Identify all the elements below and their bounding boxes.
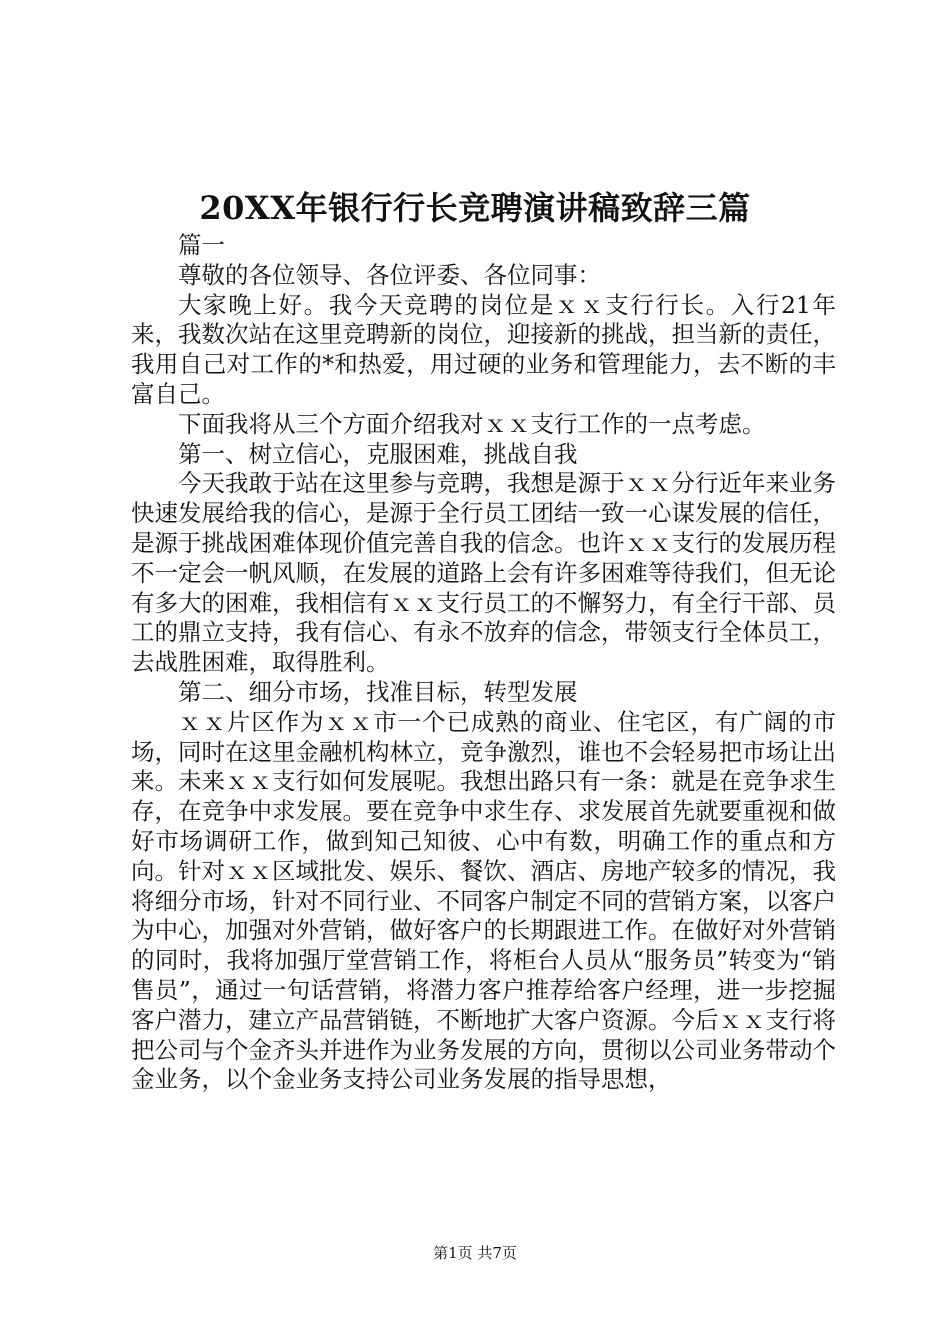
page-footer: 第1页 共7页 <box>433 1244 517 1262</box>
section-heading: 篇一 <box>178 231 225 259</box>
paragraph: ｘｘ片区作为ｘｘ市一个已成熟的商业、住宅区，有广阔的市场，同时在这里金融机构林立，竞争激烈，谁也不会轻易把市场让出来。未来ｘｘ支行如何发展呢。我想出路只有一条：就是在竞争求生存，在竞争中求发展。要在竞争中求生存、求发展首先就要重视和做好市场调研工作，做到知己知彼、心中有数，明确工作的重点和方向。针对ｘｘ区域批发、娱乐、餐饮、酒店、房地产较多的情况，我将细分市场，针对不同行业、不同客户制定不同的营销方案，以客户为中心，加强对外营销，做好客户的长期跟进工作。在做好对外营销的同时，我将加强厅堂营销工作，将柜台人员从“服务员”转变为“销售员”，通过一句话营销，将潜力客户推荐给客户经理，进一步挖掘客户潜力，建立产品营销链，不断地扩大客户资源。今后ｘｘ支行将把公司与个金齐头并进作为业务发展的方向，贯彻以公司业务带动个金业务，以个金业务支持公司业务发展的指导思想， <box>131 707 836 1094</box>
document-title: 20XX年银行行长竞聘演讲稿致辞三篇 <box>199 189 751 227</box>
subheading: 第二、细分市场，找准目标，转型发展 <box>178 677 578 706</box>
paragraph: 下面我将从三个方面介绍我对ｘｘ支行工作的一点考虑。 <box>178 409 766 438</box>
paragraph: 今天我敢于站在这里参与竞聘，我想是源于ｘｘ分行近年来业务快速发展给我的信心，是源于全行员工团结一致一心谋发展的信任，是源于挑战困难体现价值完善自我的信念。也许ｘｘ支行的发展历程不一定会一帆风顺，在发展的道路上会有许多困难等待我们，但无论有多大的困难，我相信有ｘｘ支行员工的不懈努力，有全行干部、员工的鼎立支持，我有信心、有永不放弃的信念，带领支行全体员工，去战胜困难，取得胜利。 <box>131 469 836 677</box>
paragraph: 大家晚上好。我今天竞聘的岗位是ｘｘ支行行长。入行21年来，我数次站在这里竞聘新的岗位，迎接新的挑战，担当新的责任，我用自己对工作的*和热爱，用过硬的业务和管理能力，去不断的丰富自己。 <box>131 290 836 408</box>
salutation: 尊敬的各位领导、各位评委、各位同事： <box>178 260 601 289</box>
document-body <box>131 231 836 1095</box>
subheading: 第一、树立信心，克服困难，挑战自我 <box>178 439 578 468</box>
